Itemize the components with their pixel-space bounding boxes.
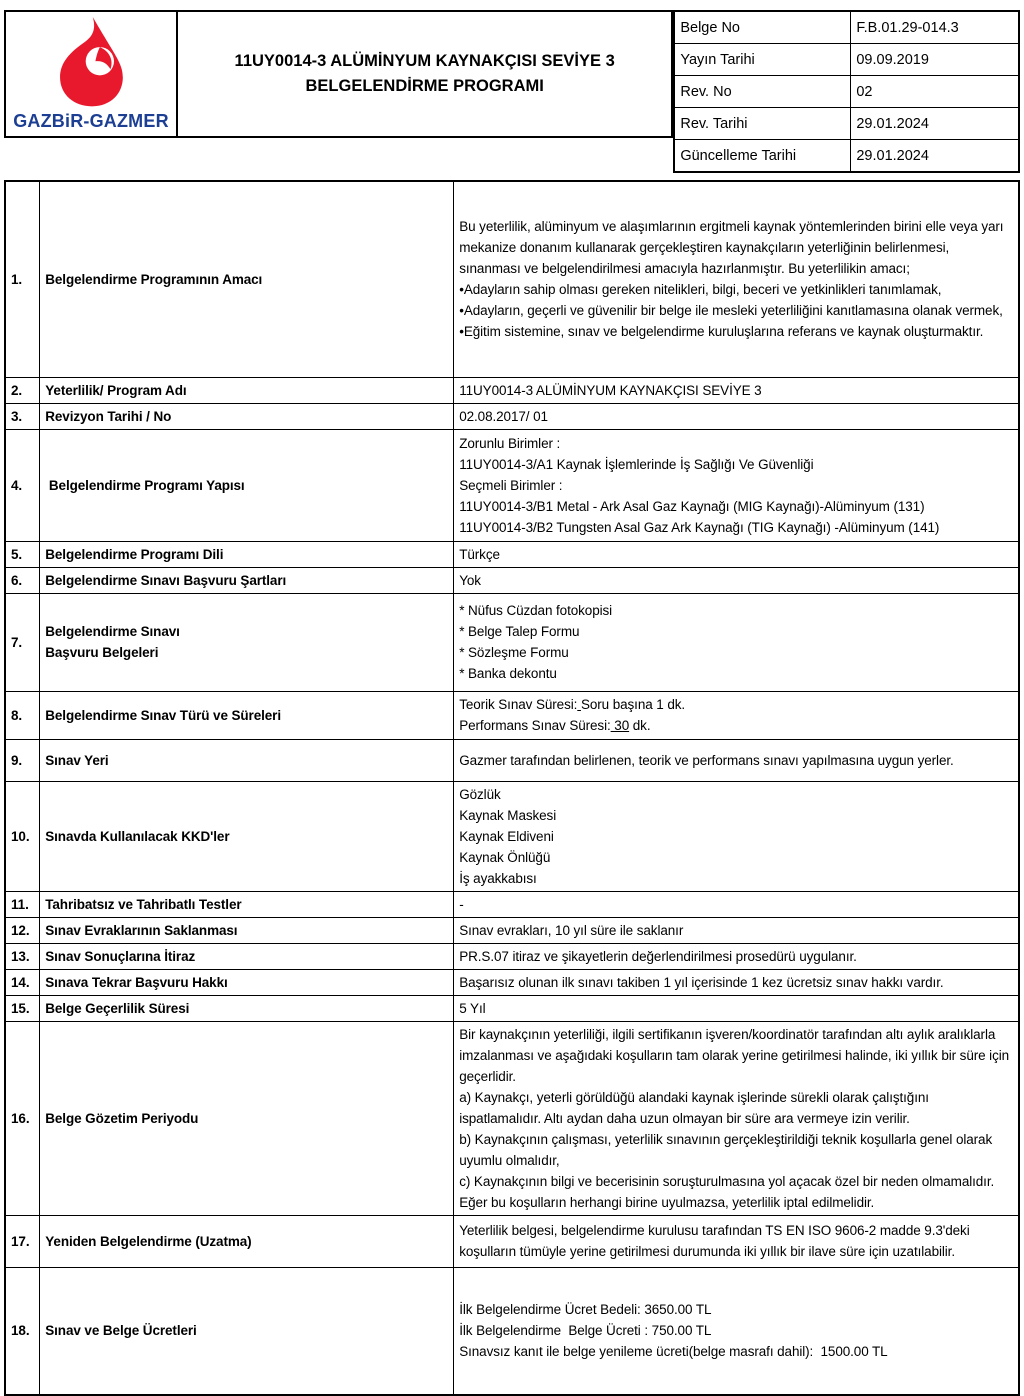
- row-number: 10.: [5, 781, 40, 891]
- text-line: -: [459, 896, 464, 912]
- doc-info-row: [674, 44, 1019, 76]
- text-line: Sınav Sonuçlarına İtiraz: [45, 948, 196, 964]
- text-line: Belgelendirme Sınavı Başvuru Şartları: [45, 572, 287, 588]
- row-number: 7.: [5, 593, 40, 691]
- text-line: 11UY0014-3 ALÜMİNYUM KAYNAKÇISI SEVİYE 3: [459, 382, 762, 398]
- text-line: Sınav Yeri: [45, 752, 109, 768]
- row-value: [454, 917, 1019, 943]
- text-line: 11UY0014-3/B2 Tungsten Asal Gaz Ark Kaynağı (TIG Kaynağı) -Alüminyum (141): [459, 519, 940, 535]
- text-line: Belgelendirme Sınav Türü ve Süreleri: [45, 707, 281, 723]
- doc-info-row: [674, 108, 1019, 140]
- row-number: 16.: [5, 1021, 40, 1215]
- table-row: [5, 1215, 1019, 1267]
- table-row: [5, 567, 1019, 593]
- text-line: * Nüfus Cüzdan fotokopisi: [459, 603, 613, 618]
- row-label: [40, 995, 454, 1021]
- doc-info-value: 29.01.2024: [851, 108, 1019, 140]
- row-label: [40, 969, 454, 995]
- text-line: * Banka dekontu: [459, 666, 557, 681]
- row-number: 8.: [5, 691, 40, 739]
- doc-info-value: 02: [851, 76, 1019, 108]
- row-label: [40, 891, 454, 917]
- table-row: [5, 781, 1019, 891]
- text-line: Sınava Tekrar Başvuru Hakkı: [45, 974, 228, 990]
- table-row: [5, 377, 1019, 403]
- text-line: Revizyon Tarihi / No: [45, 408, 172, 424]
- text-line: PR.S.07 itiraz ve şikayetlerin değerlendirilmesi prosedürü uygulanır.: [459, 948, 857, 964]
- document-header: [4, 10, 1020, 173]
- text-line: Belgelendirme Programı Yapısı: [45, 477, 245, 493]
- program-table: [4, 180, 1020, 1396]
- table-row: [5, 593, 1019, 691]
- logo-cell: [6, 12, 178, 136]
- row-label: [40, 181, 454, 377]
- doc-info-value: 09.09.2019: [851, 44, 1019, 76]
- doc-info-label: Belge No: [674, 11, 851, 44]
- text-line: Sınav Evraklarının Saklanması: [45, 922, 238, 938]
- table-row: [5, 891, 1019, 917]
- row-label: [40, 943, 454, 969]
- row-number: 17.: [5, 1215, 40, 1267]
- row-value: [454, 1267, 1019, 1395]
- title-line-2: BELGELENDİRME PROGRAMI: [305, 77, 544, 95]
- row-label: [40, 917, 454, 943]
- doc-info-label: Güncelleme Tarihi: [674, 140, 851, 173]
- row-number: 12.: [5, 917, 40, 943]
- text-line: •Adayların sahip olması gereken nitelikleri, bilgi, beceri ve yetkinlikleri tanımlamak,: [459, 282, 942, 298]
- text-line: •Eğitim sistemine, sınav ve belgelendirme kuruluşlarına referans ve kaynak oluşturmaktır.: [459, 324, 984, 340]
- row-label: [40, 1021, 454, 1215]
- row-value: [454, 943, 1019, 969]
- text-line: Sınavsız kanıt ile belge yenileme ücreti(belge masrafı dahil): 1500.00 TL: [459, 1344, 888, 1360]
- text-line: Seçmeli Birimler :: [459, 477, 563, 493]
- text-line: Gazmer tarafından belirlenen, teorik ve performans sınavı yapılmasına uygun yerler.: [459, 752, 954, 768]
- row-value: [454, 1021, 1019, 1215]
- row-label: [40, 541, 454, 567]
- text-line: Sınav evrakları, 10 yıl süre ile saklanır: [459, 922, 684, 938]
- row-label: [40, 1267, 454, 1395]
- title-line-1: 11UY0014-3 ALÜMİNYUM KAYNAKÇISI SEVİYE 3: [234, 52, 615, 70]
- table-row: [5, 403, 1019, 429]
- text-line: * Sözleşme Formu: [459, 645, 569, 660]
- row-value: [454, 593, 1019, 691]
- row-number: 4.: [5, 429, 40, 541]
- text-line: Başvuru Belgeleri: [45, 645, 159, 660]
- text-line: 11UY0014-3/A1 Kaynak İşlemlerinde İş Sağlığı Ve Güvenliği: [459, 456, 814, 472]
- row-label: [40, 739, 454, 781]
- table-row: [5, 541, 1019, 567]
- row-value: [454, 691, 1019, 739]
- header-left-box: [4, 10, 673, 138]
- table-row: [5, 739, 1019, 781]
- row-value: [454, 739, 1019, 781]
- row-number: 2.: [5, 377, 40, 403]
- text-line: Başarısız olunan ilk sınavı takiben 1 yıl içerisinde 1 kez ücretsiz sınav hakkı vardır.: [459, 974, 944, 990]
- row-value: [454, 891, 1019, 917]
- text-line: Zorunlu Birimler :: [459, 435, 561, 451]
- doc-info-row: [674, 76, 1019, 108]
- text-line: Sınav ve Belge Ücretleri: [45, 1323, 197, 1339]
- text-line: Kaynak Maskesi: [459, 807, 557, 823]
- text-line: Kaynak Eldiveni: [459, 828, 554, 844]
- document-title: [178, 12, 671, 136]
- row-number: 1.: [5, 181, 40, 377]
- text-line: c) Kaynakçının bilgi ve becerisinin soruşturulmasına yol açacak özel bir neden olmamalıdır. Eğer bu koşulların herhangi birine uyulmazsa, yeterlilik iptal edilmelidir.: [459, 1173, 995, 1210]
- text-line: Performans Sınav Süresi: 30 dk.: [459, 718, 651, 733]
- text-line: Belgelendirme Programı Dili: [45, 546, 224, 562]
- text-line: 11UY0014-3/B1 Metal - Ark Asal Gaz Kaynağı (MIG Kaynağı)-Alüminyum (131): [459, 498, 925, 514]
- text-line: 02.08.2017/ 01: [459, 408, 548, 424]
- text-line: İş ayakkabısı: [459, 870, 537, 886]
- row-value: [454, 969, 1019, 995]
- text-line: Yeterlilik belgesi, belgelendirme kurulusu tarafından TS EN ISO 9606-2 madde 9.3'deki koşulların tümüyle yerine getirilmesi durumunda iki yıllık bir ilave süre için uzatılabilir.: [459, 1223, 970, 1259]
- text-line: Kaynak Önlüğü: [459, 849, 551, 865]
- text-line: Belgelendirme Sınavı: [45, 624, 180, 639]
- row-value: [454, 541, 1019, 567]
- text-line: Belge Geçerlilik Süresi: [45, 1000, 190, 1016]
- row-number: 9.: [5, 739, 40, 781]
- text-line: * Belge Talep Formu: [459, 624, 580, 639]
- row-label: [40, 593, 454, 691]
- doc-info-value: F.B.01.29-014.3: [851, 11, 1019, 44]
- text-line: İlk Belgelendirme Ücret Bedeli: 3650.00 TL: [459, 1302, 712, 1318]
- text-line: Belge Gözetim Periyodu: [45, 1110, 199, 1126]
- doc-info-row: [674, 140, 1019, 173]
- table-row: [5, 995, 1019, 1021]
- table-row: [5, 429, 1019, 541]
- row-value: [454, 403, 1019, 429]
- table-row: [5, 1021, 1019, 1215]
- row-value: [454, 781, 1019, 891]
- doc-info-row: [674, 11, 1019, 44]
- text-line: Yok: [459, 572, 481, 588]
- text-line: •Adayların, geçerli ve güvenilir bir belge ile mesleki yeterliliğini kanıtlamasına olanak vermek,: [459, 303, 1003, 319]
- row-number: 14.: [5, 969, 40, 995]
- text-line: a) Kaynakçı, yeterli görüldüğü alandaki kaynak işlerinde sürekli olarak çalıştığını ispatlamalıdır. Altı aydan daha uzun olmayan bir süre ara vermeye izin verilir.: [459, 1089, 929, 1126]
- gazbir-flame-icon: [38, 17, 144, 109]
- text-line: Gözlük: [459, 786, 501, 802]
- text-line: Bir kaynakçının yeterliliği, ilgili sertifikanın işveren/koordinatör tarafından altı aylık aralıklarla imzalanması ve aşağıdaki koşulların tam olarak yerine getirilmesi halinde, iki yıllık bir süre için geçerlidir.: [459, 1026, 1010, 1084]
- text-line: Tahribatsız ve Tahribatlı Testler: [45, 896, 242, 912]
- doc-info-label: Rev. No: [674, 76, 851, 108]
- text-line: Belgelendirme Programının Amacı: [45, 271, 263, 287]
- row-label: [40, 567, 454, 593]
- text-line: Yeterlilik/ Program Adı: [45, 382, 187, 398]
- text-line: İlk Belgelendirme Belge Ücreti : 750.00 TL: [459, 1323, 712, 1339]
- row-value: [454, 995, 1019, 1021]
- table-row: [5, 969, 1019, 995]
- row-value: [454, 181, 1019, 377]
- row-number: 6.: [5, 567, 40, 593]
- text-line: Türkçe: [459, 546, 500, 562]
- row-value: [454, 429, 1019, 541]
- table-row: [5, 181, 1019, 377]
- row-number: 3.: [5, 403, 40, 429]
- row-label: [40, 377, 454, 403]
- text-line: Teorik Sınav Süresi: Soru başına 1 dk.: [459, 697, 686, 712]
- row-value: [454, 377, 1019, 403]
- row-number: 13.: [5, 943, 40, 969]
- row-label: [40, 781, 454, 891]
- row-label: [40, 403, 454, 429]
- brand-text: GAZBiR-GAZMER: [13, 110, 169, 131]
- text-line: 5 Yıl: [459, 1000, 486, 1016]
- table-row: [5, 943, 1019, 969]
- text-line: Yeniden Belgelendirme (Uzatma): [45, 1233, 252, 1249]
- table-row: [5, 917, 1019, 943]
- row-number: 11.: [5, 891, 40, 917]
- table-row: [5, 1267, 1019, 1395]
- doc-info-label: Yayın Tarihi: [674, 44, 851, 76]
- doc-info-value: 29.01.2024: [851, 140, 1019, 173]
- text-line: Bu yeterlilik, alüminyum ve alaşımlarının ergitmeli kaynak yöntemlerinden birini elle veya yarı mekanize donanım kullanarak gerçekleştiren kaynakçıların yeterliğinin belirlenmesi, sınanması ve belgelendirilmesi amacıyla hazırlanmıştır. Bu yeterlilikin amacı;: [459, 219, 1004, 277]
- row-label: [40, 1215, 454, 1267]
- row-number: 15.: [5, 995, 40, 1021]
- row-label: [40, 691, 454, 739]
- row-value: [454, 567, 1019, 593]
- row-value: [454, 1215, 1019, 1267]
- row-number: 5.: [5, 541, 40, 567]
- text-line: Sınavda Kullanılacak KKD'ler: [45, 828, 230, 844]
- doc-info-label: Rev. Tarihi: [674, 108, 851, 140]
- table-row: [5, 691, 1019, 739]
- text-line: b) Kaynakçının çalışması, yeterlilik sınavının gerçekleştirildiği teknik koşullarla genel olarak uyumlu olmalıdır,: [459, 1131, 993, 1168]
- row-label: [40, 429, 454, 541]
- row-number: 18.: [5, 1267, 40, 1395]
- doc-info-table: [673, 10, 1020, 173]
